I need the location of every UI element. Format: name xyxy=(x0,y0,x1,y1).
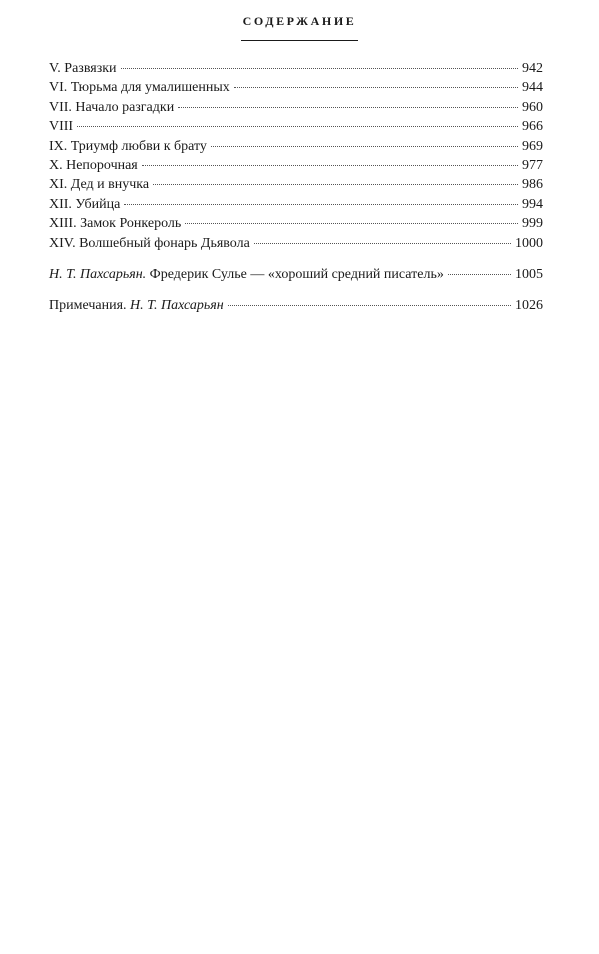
toc-entry-title: VIII xyxy=(49,119,74,135)
toc-entry-page: 966 xyxy=(522,119,543,135)
table-of-contents xyxy=(49,57,543,314)
toc-entry-page: 960 xyxy=(522,99,543,115)
leader-dots xyxy=(185,209,518,224)
toc-entry-page: 977 xyxy=(522,157,543,173)
toc-entry-title: VII. Начало разгадки xyxy=(49,99,175,115)
leader-dots xyxy=(448,260,511,275)
leader-dots xyxy=(142,151,518,166)
toc-entry-title: V. Развязки xyxy=(49,61,117,76)
toc-entry-page: 986 xyxy=(522,177,543,193)
toc-entry xyxy=(49,232,543,251)
toc-entry-title: XII. Убийца xyxy=(49,196,121,212)
toc-entry-title xyxy=(49,296,224,315)
essay-title: Фредерик Сулье — «хороший средний писатель» xyxy=(149,266,444,282)
toc-entry-title: XI. Дед и внучка xyxy=(49,177,150,193)
toc-entry-page: 1026 xyxy=(515,298,543,314)
leader-dots xyxy=(254,229,511,244)
toc-entry-title: X. Непорочная xyxy=(49,157,138,173)
toc-entry-notes xyxy=(49,294,543,313)
leader-dots xyxy=(234,73,518,88)
leader-dots xyxy=(211,132,518,147)
toc-entry-title: XIII. Замок Ронкероль xyxy=(49,216,182,232)
page-heading: СОДЕРЖАНИЕ xyxy=(242,14,357,28)
toc-entry-page: 969 xyxy=(522,138,543,154)
toc-entry-page: 942 xyxy=(522,61,543,76)
leader-dots xyxy=(77,112,518,127)
leader-dots xyxy=(228,291,511,306)
toc-entry-essay xyxy=(49,263,543,282)
notes-author: Н. Т. Пахсарьян xyxy=(130,298,224,314)
notes-title: Примечания. xyxy=(49,298,127,314)
leader-dots xyxy=(121,54,518,69)
toc-entry-title: VI. Тюрьма для умалишенных xyxy=(49,80,230,96)
toc-entry-page: 1005 xyxy=(515,266,543,282)
toc-entry-page: 994 xyxy=(522,196,543,212)
leader-dots xyxy=(124,190,518,205)
essay-author: Н. Т. Пахсарьян. xyxy=(49,266,147,282)
toc-entry-title: IX. Триумф любви к брату xyxy=(49,138,207,154)
toc-entry-title: XIV. Волшебный фонарь Дьявола xyxy=(49,235,250,251)
toc-entry-page: 1000 xyxy=(515,235,543,251)
leader-dots xyxy=(153,170,518,185)
toc-entry-page: 944 xyxy=(522,80,543,96)
toc-entry-page: 999 xyxy=(522,216,543,232)
leader-dots xyxy=(178,93,518,108)
toc-entry-title xyxy=(49,265,444,284)
heading-rule xyxy=(241,40,358,41)
